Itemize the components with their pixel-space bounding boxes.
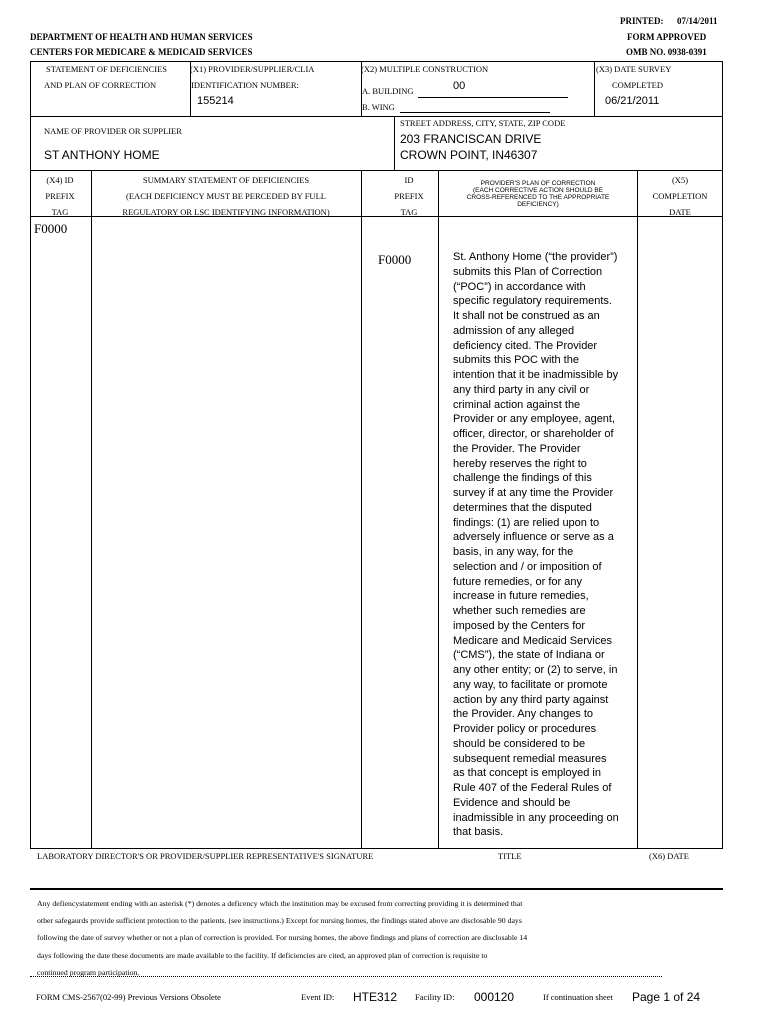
x4-header-line: (X4) ID <box>46 175 74 185</box>
address-label: STREET ADDRESS, CITY, STATE, ZIP CODE <box>400 118 566 128</box>
rule <box>91 170 92 848</box>
id-header <box>380 172 438 220</box>
rule <box>30 61 723 62</box>
rule <box>30 170 723 171</box>
summary-header <box>92 172 360 220</box>
rule <box>637 170 638 848</box>
x4-header-line: TAG <box>51 207 69 217</box>
provider-id: 155214 <box>197 95 234 107</box>
poc-line: Provider policy or procedures <box>453 723 597 735</box>
poc-line: submits this POC with the <box>453 354 579 367</box>
poc-line: basis, in any way, for the <box>453 546 574 558</box>
rule <box>30 116 723 117</box>
poc-line: admission of any alleged <box>453 324 575 337</box>
plan-header-line: PROVIDER'S PLAN OF CORRECTION <box>480 180 596 187</box>
poc-line: selection and / or imposition of <box>453 560 602 573</box>
event-id-value: HTE312 <box>353 990 398 1004</box>
statement-label: STATEMENT OF DEFICIENCIES <box>46 64 168 74</box>
left-tag: F0000 <box>34 221 68 236</box>
poc-line: the Provider. Any changes to <box>453 708 594 721</box>
printed-label: PRINTED: <box>620 16 664 26</box>
poc-line: findings: (1) are relied upon to <box>453 516 600 529</box>
wing-underline <box>400 112 550 113</box>
rule <box>30 216 723 217</box>
poc-line: submits this Plan of Correction <box>453 265 603 278</box>
printed-date: 07/14/2011 <box>677 16 718 26</box>
building-value: 00 <box>453 80 466 92</box>
x1-label-2: IDENTIFICATION NUMBER: <box>191 80 299 90</box>
plan-header-line: (EACH CORRECTIVE ACTION SHOULD BE <box>472 187 604 194</box>
disclaimer-text <box>37 895 717 981</box>
poc-line: Rule 407 of the Federal Rules of <box>453 782 612 794</box>
x4-header-line: PREFIX <box>45 191 75 201</box>
disclaimer-line: Any defiencystatement ending with an asterisk (*) denotes a deficency which the institution may be excused from correcting providing it is determined that <box>37 899 523 908</box>
summary-header-line: (EACH DEFICIENCY MUST BE PERCEDED BY FULL <box>126 191 326 201</box>
plan-of-correction-label: AND PLAN OF CORRECTION <box>44 80 157 90</box>
address-line-1: 203 FRANCISCAN DRIVE <box>400 132 542 146</box>
x3-completed-label: COMPLETED <box>612 80 663 90</box>
rule <box>30 976 662 977</box>
plan-of-correction-text <box>453 250 635 840</box>
poc-line: subsequent remedial measures <box>453 752 607 765</box>
poc-line: Medicare and Medicaid Services <box>453 634 612 647</box>
form-id: FORM CMS-2567(02-99) Previous Versions Obsolete <box>36 992 221 1002</box>
poc-line: any way, to facilitate or promote <box>453 678 608 691</box>
poc-line: (“CMS”), the state of Indiana or <box>453 649 605 662</box>
id-header-line: TAG <box>400 207 418 217</box>
right-tag: F0000 <box>378 252 412 267</box>
centers-name: CENTERS FOR MEDICARE & MEDICAID SERVICES <box>30 47 253 57</box>
rule <box>361 170 362 848</box>
poc-line: inadmissible in any proceeding on <box>453 811 619 824</box>
id-header-line: ID <box>404 175 414 185</box>
poc-line: any other entity; or (2) to serve, in <box>453 664 618 676</box>
poc-line: Provider or any employee, agent, <box>453 413 616 426</box>
form-approved: FORM APPROVED <box>627 32 707 42</box>
poc-line: officer, director, or shareholder of <box>453 428 614 440</box>
x2-label: (X2) MULTIPLE CONSTRUCTION <box>361 64 489 74</box>
x3-label: (X3) DATE SURVEY <box>596 64 672 74</box>
rule <box>594 61 595 116</box>
title-label: TITLE <box>498 851 522 861</box>
rule <box>722 61 723 848</box>
x5-header-line: DATE <box>669 207 691 217</box>
poc-line: that basis. <box>453 826 504 839</box>
signature-label: LABORATORY DIRECTOR'S OR PROVIDER/SUPPLIER REPRESENTATIVE'S SIGNATURE <box>37 851 374 861</box>
rule <box>30 848 723 849</box>
building-label: A. BUILDING <box>362 86 414 96</box>
poc-line: as that concept is employed in <box>453 767 601 780</box>
rule <box>30 888 723 890</box>
page-number: Page 1 of 24 <box>632 990 701 1004</box>
disclaimer-line: continued program participation. <box>37 967 140 977</box>
poc-line: any third party in any civil or <box>453 383 590 396</box>
plan-header-line: DEFICIENCY) <box>517 201 559 208</box>
id-header-line: PREFIX <box>394 191 424 201</box>
x5-header-line: COMPLETION <box>652 191 708 201</box>
continuation-label: If continuation sheet <box>543 992 613 1002</box>
poc-line: Evidence and should be <box>453 796 571 809</box>
poc-line: criminal action against the <box>453 398 581 411</box>
disclaimer-line: following the date of survey whether or not a plan of correction is provided. For nursing homes, the above findings and plans of correction are disclosable 14 <box>37 933 528 943</box>
address-line-2: CROWN POINT, IN46307 <box>400 148 538 162</box>
poc-line: the Provider. The Provider <box>453 442 581 455</box>
provider-name: ST ANTHONY HOME <box>44 148 160 162</box>
x5-header <box>638 172 722 220</box>
plan-header <box>440 180 636 208</box>
poc-line: deficiency cited. The Provider <box>453 339 598 352</box>
rule <box>30 61 31 848</box>
building-underline <box>418 97 568 98</box>
poc-line: should be considered to be <box>453 737 586 750</box>
poc-line: hereby reserves the right to <box>453 457 587 470</box>
department-name: DEPARTMENT OF HEALTH AND HUMAN SERVICES <box>30 32 253 42</box>
poc-line: intention that it be inadmissible by <box>453 369 619 381</box>
x4-header <box>30 172 90 220</box>
poc-line: survey if at any time the Provider <box>453 487 614 499</box>
poc-line: St. Anthony Home (“the provider”) <box>453 251 618 263</box>
wing-label: B. WING <box>362 102 395 112</box>
facility-id-value: 000120 <box>474 990 515 1004</box>
summary-header-line: REGULATORY OR LSC IDENTIFYING INFORMATION) <box>122 207 330 217</box>
disclaimer-line: other safegaurds provide sufficient protection to the patients. (see instructions.) Except for nursing homes, the findings stated above are disclosable 90 days <box>37 916 522 926</box>
omb-number: OMB NO. 0938-0391 <box>626 47 707 57</box>
rule <box>438 170 439 848</box>
facility-id-label: Facility ID: <box>415 992 455 1002</box>
poc-line: imposed by the Centers for <box>453 619 586 632</box>
poc-line: challenge the findings of this <box>453 472 592 485</box>
survey-date: 06/21/2011 <box>605 95 660 107</box>
poc-line: adversely influence or serve as a <box>453 531 614 544</box>
plan-header-line: CROSS-REFERENCED TO THE APPROPRIATE <box>466 194 610 201</box>
poc-line: It shall not be construed as an <box>453 310 600 322</box>
poc-line: determines that the disputed <box>453 501 592 514</box>
poc-line: whether such remedies are <box>453 605 586 617</box>
x5-header-line: (X5) <box>671 175 689 185</box>
poc-line: increase in future remedies, <box>453 590 589 603</box>
provider-name-label: NAME OF PROVIDER OR SUPPLIER <box>44 126 182 136</box>
poc-line: future remedies, or for any <box>453 575 583 588</box>
rule <box>394 116 395 170</box>
event-id-label: Event ID: <box>301 992 335 1002</box>
poc-line: action by any third party against <box>453 693 609 706</box>
disclaimer-line: days following the date these documents are made available to the facility. If deficiencies are cited, an approved plan of correction is requisite to <box>37 950 488 960</box>
summary-header-line: SUMMARY STATEMENT OF DEFICIENCIES <box>142 175 310 185</box>
x1-label: (X1) PROVIDER/SUPPLIER/CLIA <box>190 64 315 74</box>
x6-date-label: (X6) DATE <box>649 851 689 861</box>
poc-line: (“POC”) in accordance with <box>453 280 586 293</box>
poc-line: specific regulatory requirements. <box>453 295 612 308</box>
